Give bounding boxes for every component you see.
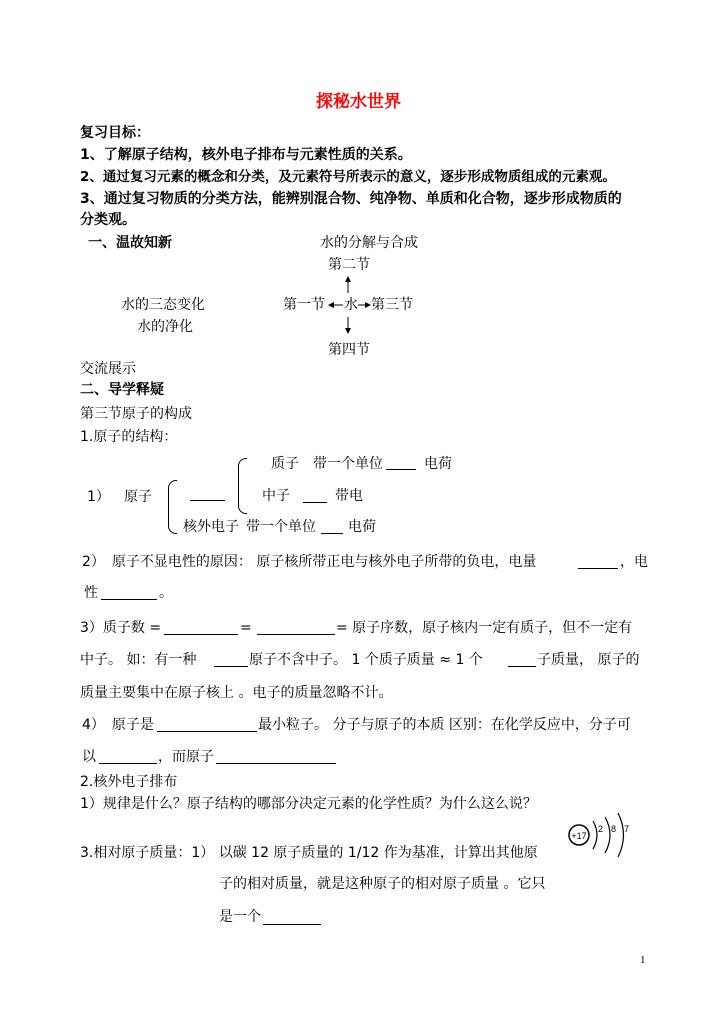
p3-line3: 质量主要集中在原子核上 。电子的质量忽略不计。 [80,685,393,701]
item3-line1: 3.相对原子质量：1） 以碳 12 原子质量的 1/12 作为基准，计算出其他原 [80,845,538,861]
goal-3-line1: 3、通过复习物质的分类方法，能辨别混合物、纯净物、单质和化合物，逐步形成物质的 [80,191,622,207]
neutron-label: 中子 [262,488,290,504]
diagram-top-label: 水的分解与合成 [320,235,418,251]
p3-blank-4 [508,666,536,667]
proton-label: 质子 [271,456,299,472]
diagram-section-1: 第一节 [283,297,325,313]
p2-text-b: ，电 [620,554,648,570]
electron-desc-a: 带一个单位 [246,519,316,535]
p4-blank-3 [216,763,336,764]
proton-desc-a: 带一个单位 [313,456,383,472]
section2-heading: 二、导学释疑 [80,382,164,398]
p3-text-c: = 原子序数，原子核内一定有质子，但不一定有 [336,620,633,636]
item3-line3: 是一个 [219,909,261,925]
nucleus-blank [190,500,225,501]
p2-blank-2 [101,599,157,600]
p4-blank-1 [157,731,257,732]
p2-text-c: 性 [84,585,98,601]
arrow-up-icon [343,276,353,294]
item3-blank [263,924,321,925]
outer-brace [168,480,177,534]
diagram-left-2: 水的净化 [137,319,193,335]
p4-blank-2 [99,763,157,764]
diagram-section-4: 第四节 [328,342,370,358]
item2-question: 1）规律是什么？原子结构的哪部分决定元素的化学性质？为什么这么说？ [80,796,537,812]
atom-shell-1: 2 [598,824,604,834]
diagram-center: 水 [344,297,358,313]
p4-line2-a: 以 [82,749,96,765]
item2-title: 2.核外电子排布 [80,774,178,790]
diagram-left-1: 水的三态变化 [121,297,205,313]
p4-text-a: 4） 原子是 [82,717,154,733]
p3-line2-a: 中子。 如：有一种 [80,652,197,668]
arrow-left-icon [328,300,344,310]
goal-1: 1、了解原子结构，核外电子排布与元素性质的关系。 [80,147,412,163]
diagram-section-3: 第三节 [371,297,413,313]
p2-text-d: 。 [159,585,173,601]
p3-line2-c: 子质量， 原子的 [537,652,640,668]
p3-text-a: 3）质子数 = [80,620,162,636]
page-title: 探秘水世界 [316,92,401,112]
atom-shell-2: 8 [611,824,617,834]
p2-blank-1 [578,568,618,569]
p4-text-b: 最小粒子。 分子与原子的本质 区别：在化学反应中，分子可 [258,717,631,733]
atom-shell-3: 7 [624,824,630,834]
p2-text: 2） 原子不显电性的原因： 原子核所带正电与核外电子所带的负电，电量 [82,554,537,570]
electron-label: 核外电子 [183,519,239,535]
arrow-down-icon [343,316,353,334]
inner-brace [238,458,247,514]
p3-text-b: = [240,620,252,636]
p3-line2-b: 原子不含中子。 1 个质子质量 ≈ 1 个 [249,652,483,668]
electron-desc-b: 电荷 [348,519,376,535]
chlorine-atom-diagram-icon [566,811,646,863]
electron-blank [321,533,343,534]
p4-line2-b: ，而原子 [158,749,214,765]
goal-2: 2、通过复习元素的概念和分类，及元素符号所表示的意义，逐步形成物质组成的元素观。 [80,169,616,185]
p3-blank-1 [164,634,238,635]
goal-3-line2: 分类观。 [80,212,136,228]
arrow-right-icon [358,300,372,310]
neutron-blank [303,502,327,503]
atom-nucleus: +17 [571,831,587,841]
diagram-section-2: 第二节 [328,257,370,273]
section1-heading: 一、温故知新 [88,235,172,251]
proton-desc-b: 电荷 [424,456,452,472]
page-number: 1 [640,954,646,966]
section2-subheading: 第三节原子的构成 [80,406,192,422]
exchange-label: 交流展示 [80,361,136,377]
item3-line2: 子的相对质量，就是这种原子的相对原子质量 。它只 [219,876,546,892]
structure-atom: 原子 [124,489,152,505]
structure-num: 1） [87,489,110,505]
p3-blank-2 [257,634,335,635]
p3-blank-3 [214,666,248,667]
goals-heading: 复习目标： [80,125,150,141]
proton-blank [386,469,416,470]
item1-title: 1.原子的结构： [80,429,178,445]
neutron-desc: 带电 [335,488,363,504]
